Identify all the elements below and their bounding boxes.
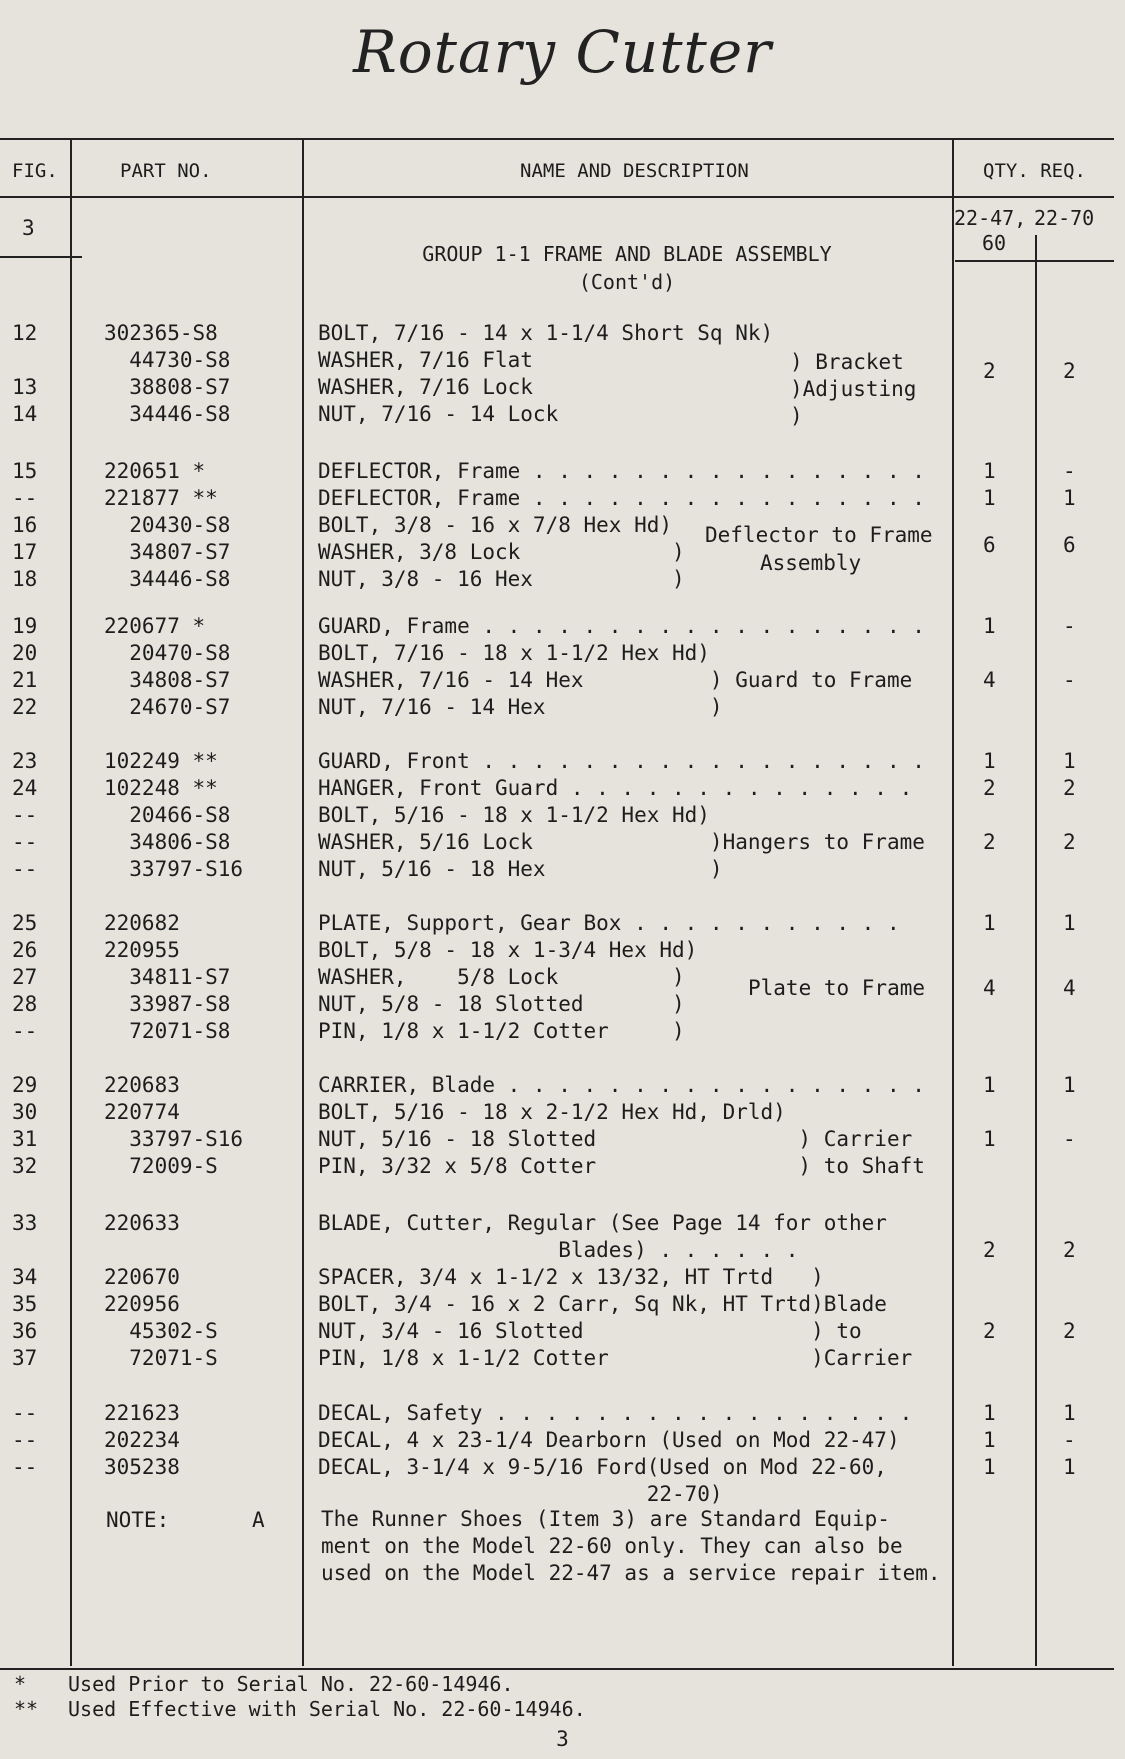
row-part-number: 220955	[104, 938, 180, 962]
row-description: NUT, 7/16 - 14 Lock	[318, 402, 559, 426]
row-qty-1: 1	[983, 1073, 996, 1097]
row-fig: 27	[12, 965, 38, 989]
row-description: 22-70)	[318, 1482, 723, 1506]
row-fig: 18	[12, 567, 38, 591]
footnote-symbol: *	[14, 1672, 27, 1696]
row-description: BOLT, 5/16 - 18 x 2-1/2 Hex Hd, Drld)	[318, 1100, 786, 1124]
note-text: The Runner Shoes (Item 3) are Standard Equip- ment on the Model 22-60 only. They can also be used on the Model 22-47 as a service repair item.	[321, 1507, 941, 1585]
row-fig: --	[12, 486, 38, 510]
row-qty-2: -	[1063, 614, 1076, 638]
row-description: NUT, 5/8 - 18 Slotted )	[318, 992, 685, 1016]
row-description: BOLT, 7/16 - 18 x 1-1/2 Hex Hd)	[318, 641, 710, 665]
row-fig: 16	[12, 513, 38, 537]
row-qty-1: 2	[983, 1238, 996, 1262]
row-qty-1: 1	[983, 749, 996, 773]
row-description: GUARD, Frame . . . . . . . . . . . . . . . . . .	[318, 614, 925, 638]
row-fig: 35	[12, 1292, 38, 1316]
header-part: PART NO.	[120, 160, 212, 182]
row-part-number: 34811-S7	[104, 965, 231, 989]
row-part-number: 20466-S8	[104, 803, 231, 827]
row-qty-1: 1	[983, 1455, 996, 1479]
row-part-number: 34446-S8	[104, 567, 231, 591]
row-qty-1: 4	[983, 668, 996, 692]
row-qty-2: 2	[1063, 1319, 1076, 1343]
row-description: BOLT, 3/4 - 16 x 2 Carr, Sq Nk, HT Trtd)Blade	[318, 1292, 887, 1316]
row-fig: 33	[12, 1211, 38, 1235]
row-part-number: 102249 **	[104, 749, 218, 773]
row-part-number: 38808-S7	[104, 375, 231, 399]
qty-value: 6	[983, 533, 996, 557]
row-fig: --	[12, 1428, 38, 1452]
row-fig: --	[12, 1455, 38, 1479]
qty-value: 6	[1063, 533, 1076, 557]
row-part-number: 34808-S7	[104, 668, 231, 692]
column-divider	[302, 138, 304, 1666]
row-fig: 12	[12, 321, 38, 345]
row-part-number: 102248 **	[104, 776, 218, 800]
row-part-number: 202234	[104, 1428, 180, 1452]
fig-rule	[0, 256, 82, 258]
row-part-number: 45302-S	[104, 1319, 218, 1343]
header-name: NAME AND DESCRIPTION	[520, 160, 749, 182]
qty-value: 4	[1063, 976, 1076, 1000]
row-part-number: 220956	[104, 1292, 180, 1316]
row-part-number: 34806-S8	[104, 830, 231, 854]
row-qty-1: 1	[983, 911, 996, 935]
row-fig: 32	[12, 1154, 38, 1178]
row-part-number: 44730-S8	[104, 348, 231, 372]
row-qty-2: 1	[1063, 1455, 1076, 1479]
row-fig: --	[12, 1019, 38, 1043]
row-qty-2: 1	[1063, 749, 1076, 773]
row-fig: --	[12, 857, 38, 881]
row-description: BLADE, Cutter, Regular (See Page 14 for other	[318, 1211, 887, 1235]
qty-rule	[955, 260, 1114, 262]
footnote-symbol: **	[14, 1697, 39, 1721]
row-fig: 23	[12, 749, 38, 773]
row-description: WASHER, 5/8 Lock )	[318, 965, 685, 989]
page-title: Rotary Cutter	[353, 18, 772, 86]
qty-col1-label: 22-47,	[954, 206, 1027, 230]
row-fig: 19	[12, 614, 38, 638]
row-fig: --	[12, 830, 38, 854]
bracket-label: )Adjusting	[790, 377, 917, 401]
row-part-number: 220651 *	[104, 459, 206, 483]
row-qty-1: 2	[983, 830, 996, 854]
row-fig: 36	[12, 1319, 38, 1343]
column-divider	[70, 138, 72, 1666]
header-fig: FIG.	[12, 160, 58, 182]
row-part-number: 221877 **	[104, 486, 218, 510]
row-fig: 37	[12, 1346, 38, 1370]
qty-col1-label-b: 60	[982, 231, 1007, 255]
row-qty-1: 1	[983, 1127, 996, 1151]
row-qty-2: 2	[1063, 830, 1076, 854]
page-number: 3	[556, 1727, 569, 1751]
row-qty-1: 1	[983, 1428, 996, 1452]
row-qty-2: 1	[1063, 486, 1076, 510]
row-fig: 34	[12, 1265, 38, 1289]
row-description: PIN, 3/32 x 5/8 Cotter ) to Shaft	[318, 1154, 925, 1178]
row-fig: 24	[12, 776, 38, 800]
row-fig: 29	[12, 1073, 38, 1097]
row-fig: 17	[12, 540, 38, 564]
row-qty-1: 1	[983, 459, 996, 483]
qty-col2-label: 22-70	[1034, 206, 1095, 230]
row-qty-1: 1	[983, 1401, 996, 1425]
row-part-number: 33987-S8	[104, 992, 231, 1016]
row-qty-2: -	[1063, 1428, 1076, 1452]
footnote-text: Used Prior to Serial No. 22-60-14946.	[68, 1672, 514, 1696]
row-part-number: 34446-S8	[104, 402, 231, 426]
row-qty-2: 1	[1063, 1401, 1076, 1425]
row-description: DECAL, 4 x 23-1/4 Dearborn (Used on Mod 22-47)	[318, 1428, 900, 1452]
row-fig: 14	[12, 402, 38, 426]
header-qty: QTY. REQ.	[983, 160, 1086, 182]
row-qty-2: 2	[1063, 776, 1076, 800]
group-title: GROUP 1-1 FRAME AND BLADE ASSEMBLY	[422, 242, 832, 266]
row-description: Blades) . . . . . .	[318, 1238, 799, 1262]
row-description: DEFLECTOR, Frame . . . . . . . . . . . . . . . .	[318, 459, 925, 483]
row-part-number: 220683	[104, 1073, 180, 1097]
row-description: NUT, 5/16 - 18 Slotted ) Carrier	[318, 1127, 913, 1151]
row-fig: 21	[12, 668, 38, 692]
row-description: BOLT, 3/8 - 16 x 7/8 Hex Hd)	[318, 513, 673, 537]
row-part-number: 72009-S	[104, 1154, 218, 1178]
row-description: NUT, 3/8 - 16 Hex )	[318, 567, 685, 591]
row-part-number: 305238	[104, 1455, 180, 1479]
deflector-label: Deflector to Frame	[705, 523, 933, 547]
row-description: BOLT, 5/16 - 18 x 1-1/2 Hex Hd)	[318, 803, 710, 827]
row-description: WASHER, 3/8 Lock )	[318, 540, 685, 564]
row-part-number: 220633	[104, 1211, 180, 1235]
row-part-number: 221623	[104, 1401, 180, 1425]
qty-value: 2	[983, 359, 996, 383]
column-divider	[952, 138, 954, 1666]
qty-value: 2	[1063, 359, 1076, 383]
row-qty-2: -	[1063, 459, 1076, 483]
plate-label: Plate to Frame	[748, 976, 926, 1000]
row-fig: --	[12, 803, 38, 827]
row-description: NUT, 7/16 - 14 Hex )	[318, 695, 723, 719]
row-part-number: 24670-S7	[104, 695, 231, 719]
bracket-label: ) Bracket	[790, 350, 904, 374]
row-part-number: 220677 *	[104, 614, 206, 638]
row-description: NUT, 5/16 - 18 Hex )	[318, 857, 723, 881]
bracket-label: )	[790, 404, 803, 428]
row-description: SPACER, 3/4 x 1-1/2 x 13/32, HT Trtd )	[318, 1265, 824, 1289]
note-label: NOTE:	[106, 1508, 170, 1532]
row-part-number: 20470-S8	[104, 641, 231, 665]
row-description: CARRIER, Blade . . . . . . . . . . . . . . . . .	[318, 1073, 925, 1097]
row-fig: 15	[12, 459, 38, 483]
row-qty-1: 2	[983, 776, 996, 800]
row-description: PIN, 1/8 x 1-1/2 Cotter )	[318, 1019, 685, 1043]
row-qty-1: 1	[983, 614, 996, 638]
row-part-number: 33797-S16	[104, 857, 244, 881]
row-part-number: 33797-S16	[104, 1127, 244, 1151]
row-description: HANGER, Front Guard . . . . . . . . . . . . . .	[318, 776, 913, 800]
row-part-number: 34807-S7	[104, 540, 231, 564]
row-qty-2: 1	[1063, 911, 1076, 935]
row-fig: 30	[12, 1100, 38, 1124]
row-qty-2: -	[1063, 668, 1076, 692]
row-part-number: 72071-S8	[104, 1019, 231, 1043]
row-fig: 22	[12, 695, 38, 719]
row-qty-1: 1	[983, 486, 996, 510]
row-fig: --	[12, 1401, 38, 1425]
row-qty-1: 2	[983, 1319, 996, 1343]
row-fig: 28	[12, 992, 38, 1016]
row-part-number: 72071-S	[104, 1346, 218, 1370]
footnote-text: Used Effective with Serial No. 22-60-14946.	[68, 1697, 586, 1721]
fig-number: 3	[22, 216, 35, 240]
row-description: NUT, 3/4 - 16 Slotted ) to	[318, 1319, 862, 1343]
row-description: WASHER, 7/16 Flat	[318, 348, 533, 372]
row-description: DECAL, Safety . . . . . . . . . . . . . . . . .	[318, 1401, 913, 1425]
row-description: WASHER, 5/16 Lock )Hangers to Frame	[318, 830, 925, 854]
deflector-label: Assembly	[760, 551, 862, 575]
row-description: PIN, 1/8 x 1-1/2 Cotter )Carrier	[318, 1346, 913, 1370]
row-fig: 26	[12, 938, 38, 962]
row-description: WASHER, 7/16 - 14 Hex ) Guard to Frame	[318, 668, 913, 692]
row-qty-2: 1	[1063, 1073, 1076, 1097]
row-description: PLATE, Support, Gear Box . . . . . . . . . . .	[318, 911, 900, 935]
row-description: WASHER, 7/16 Lock	[318, 375, 533, 399]
row-description: BOLT, 5/8 - 18 x 1-3/4 Hex Hd)	[318, 938, 698, 962]
row-part-number: 220682	[104, 911, 180, 935]
header-rule	[0, 196, 1114, 198]
row-part-number: 220774	[104, 1100, 180, 1124]
row-qty-2: 2	[1063, 1238, 1076, 1262]
row-qty-2: -	[1063, 1127, 1076, 1151]
group-subtitle: (Cont'd)	[578, 270, 676, 294]
row-fig: 20	[12, 641, 38, 665]
qty-value: 4	[983, 976, 996, 1000]
row-part-number: 220670	[104, 1265, 180, 1289]
row-description: DECAL, 3-1/4 x 9-5/16 Ford(Used on Mod 22-60,	[318, 1455, 887, 1479]
column-divider	[1035, 235, 1037, 1666]
note-ref: A	[252, 1508, 265, 1532]
row-part-number: 20430-S8	[104, 513, 231, 537]
row-part-number: 302365-S8	[104, 321, 218, 345]
row-description: BOLT, 7/16 - 14 x 1-1/4 Short Sq Nk)	[318, 321, 774, 345]
row-description: GUARD, Front . . . . . . . . . . . . . . . . . .	[318, 749, 925, 773]
row-description: DEFLECTOR, Frame . . . . . . . . . . . . . . . .	[318, 486, 925, 510]
row-fig: 13	[12, 375, 38, 399]
row-fig: 25	[12, 911, 38, 935]
row-fig: 31	[12, 1127, 38, 1151]
